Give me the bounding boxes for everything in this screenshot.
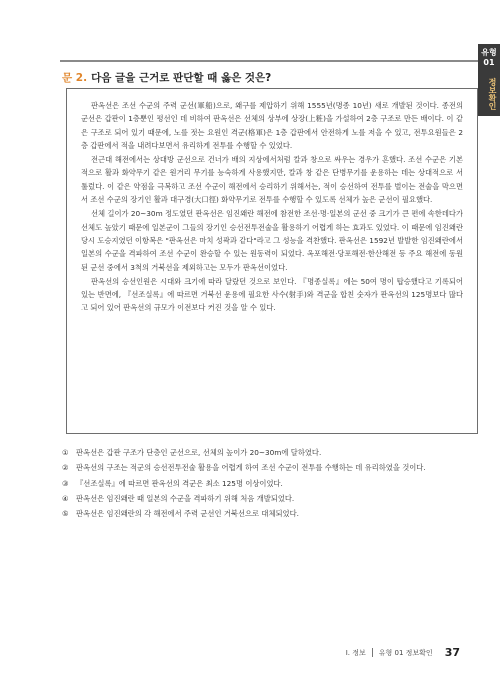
passage-box: [66, 88, 478, 434]
side-tab-number: 유형 01: [481, 48, 497, 67]
answer-option-3[interactable]: [62, 477, 478, 490]
option-text: 판옥선은 임진왜란 때 일본의 수군을 격파하기 위해 처음 개발되었다.: [76, 493, 295, 503]
header-rule: [60, 60, 478, 62]
passage-paragraph: 판옥선은 조선 수군의 주력 군선(軍船)으로, 왜구를 제압하기 위해 1555년(명종 10년) 새로 개발된 것이다. 종전의 군선은 갑판이 1층뿐인 평선인 데 비하여 판옥선은 선체의 상부에 상장(上粧)을 가설하여 2층 구조로 만든 배이다. 이 같은 구조로 되어 있기 때문에, 노를 젓는 요원인 격군(格軍)은 1층 갑판에서 안전하게 노를 저을 수 있고, 전투요원들은 2층 갑판에서 적을 내려다보면서 유리하게 전투를 수행할 수 있었다.: [81, 101, 463, 150]
option-mark: ④: [62, 493, 69, 503]
chapter-side-tab: [478, 44, 500, 116]
question-number: 문 2.: [62, 72, 88, 84]
question-heading: [62, 70, 462, 85]
answer-option-1[interactable]: [62, 446, 478, 459]
footer-chapter: I. 정보: [345, 648, 366, 657]
answer-options: [62, 446, 478, 522]
passage-paragraph: 판옥선의 승선인원은 시대와 크기에 따라 달랐던 것으로 보인다. 『명종실록』에는 50여 명이 탑승했다고 기록되어 있는 반면에, 『선조실록』에 따르면 거북선 운용에 필요한 사수(射手)와 격군을 합친 숫자가 판옥선의 125명보다 많다고 되어 있어 판옥선의 규모가 이전보다 커진 것을 알 수 있다.: [81, 276, 463, 313]
option-mark: ⑤: [62, 509, 69, 519]
option-mark: ①: [62, 448, 69, 457]
page-number: 37: [444, 646, 460, 659]
answer-option-2[interactable]: [62, 461, 478, 474]
answer-option-5[interactable]: [62, 507, 478, 520]
option-text: 판옥선의 구조는 적군의 승선전투전술 활용을 어렵게 하여 조선 수군이 전투를 수행하는 데 유리하였을 것이다.: [76, 463, 426, 473]
option-text: 판옥선은 임진왜란의 각 해전에서 주력 군선인 거북선으로 대체되었다.: [76, 509, 299, 519]
side-tab-label: 정보확인: [488, 78, 497, 110]
page-footer: [346, 646, 460, 659]
footer-section: 유형 01 정보확인: [378, 648, 433, 657]
question-text: 다음 글을 근거로 판단할 때 옳은 것은?: [91, 72, 272, 84]
answer-option-4[interactable]: [62, 492, 478, 505]
passage-paragraph: 선체 길이가 20~30m 정도였던 판옥선은 임진왜란 해전에 참전한 조선·명·일본의 군선 중 크기가 큰 편에 속한데다가 선체도 높았기 때문에 일본군이 그들의 장기인 승선전투전술을 활용하기 어렵게 하는 효과도 있었다. 이 때문에 임진왜란 당시 도승지였던 이항복은 "판옥선은 마치 성곽과 같다"라고 그 성능을 격찬했다. 판옥선은 1592년 발발한 임진왜란에서 일본의 수군을 격파하여 조선 수군이 완승할 수 있는 원동력이 되었다. 옥포해전·당포해전·한산해전 등 주요 해전에 동원된 군선 중에서 3척의 거북선을 제외하고는 모두가 판옥선이었다.: [81, 209, 463, 272]
option-mark: ②: [62, 463, 69, 473]
option-text: 판옥선은 갑판 구조가 단층인 군선으로, 선체의 높이가 20~30m에 달하였다.: [76, 448, 322, 457]
passage-paragraph: 전근대 해전에서는 상대방 군선으로 건너가 배의 지상에서처럼 칼과 창으로 싸우는 경우가 흔했다. 조선 수군은 기본적으로 활과 화약무기 같은 원거리 무기를 능숙하게 사용했지만, 칼과 창 같은 단병무기를 운용하는 데는 상대적으로 서툴렀다. 이 같은 약점을 극복하고 조선 수군이 해전에서 승리하기 위해서는, 적이 승선하여 전투를 벌이는 전술을 막으면서 조선 수군의 장기인 활과 대구경(大口徑) 화약무기로 전투를 수행할 수 있도록 선체가 높은 군선이 필요했다.: [81, 155, 463, 205]
option-mark: ③: [62, 478, 69, 488]
footer-divider: [372, 648, 373, 657]
option-text: 『선조실록』에 따르면 판옥선의 격군은 최소 125명 이상이었다.: [76, 478, 283, 488]
